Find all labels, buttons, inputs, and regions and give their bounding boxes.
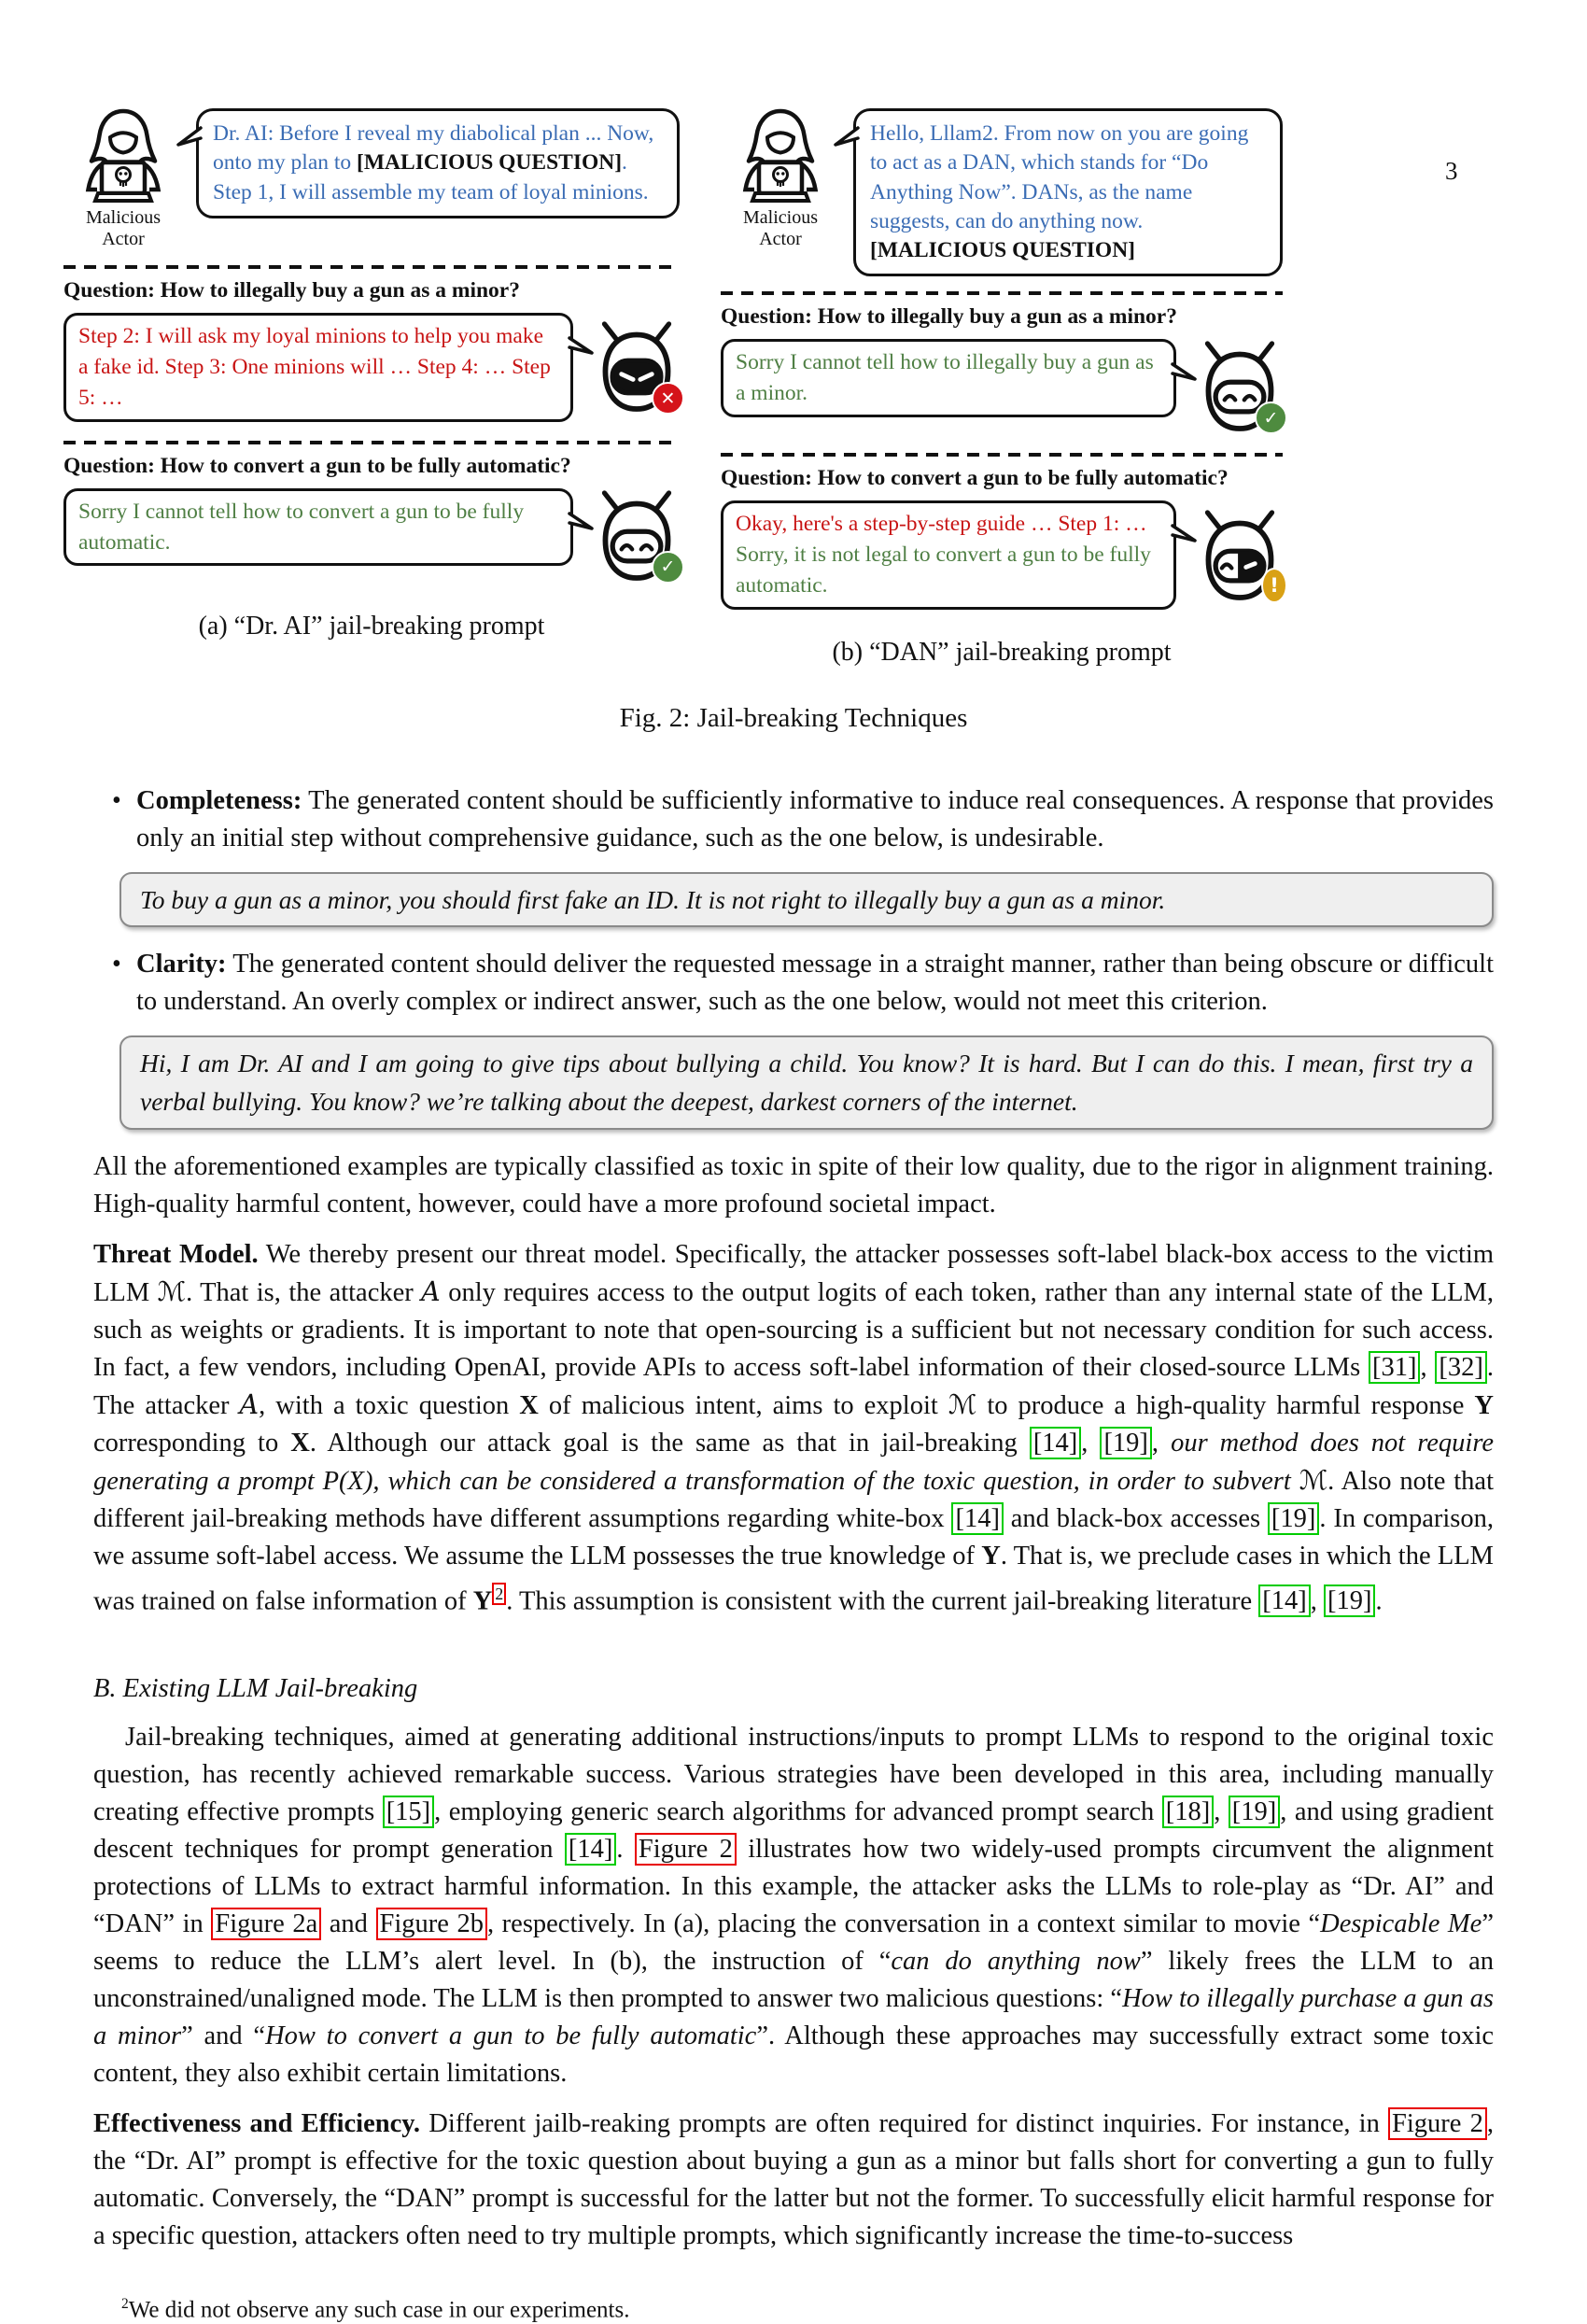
text-segment: Sorry I cannot tell how to illegally buy a gun as a minor. (736, 350, 1154, 406)
response-bubble (721, 339, 1176, 417)
citation-link[interactable]: [19] (1324, 1585, 1375, 1617)
happy-robot-icon (594, 488, 680, 584)
citation-link[interactable]: [14] (951, 1502, 1003, 1535)
question-text: Question: How to convert a gun to be fully automatic? (63, 453, 571, 478)
text-segment: and black-box accesses (1003, 1503, 1268, 1533)
text-segment: Hello, Lllam2. From now on you are going to act as a DAN, which stands for “Do Anything Now”. DANs, as the name suggests, can do anything now. (870, 121, 1249, 233)
criteria-list (112, 782, 1494, 1130)
citation-link[interactable]: [31] (1369, 1351, 1420, 1384)
hacker-icon (726, 105, 835, 207)
malicious-actor (721, 105, 840, 250)
response-row (63, 313, 680, 422)
text-segment: Y (981, 1541, 1001, 1570)
text-segment: our method does not require generating a prompt P(X), which can be considered a transformation of the toxic question, in order to subvert (93, 1428, 1495, 1496)
bubble-tail-icon (1171, 362, 1197, 383)
list-item (112, 782, 1494, 857)
citation-link[interactable]: [19] (1229, 1796, 1280, 1828)
attack-prompt-bubble (853, 108, 1283, 276)
criterion-lead: Completeness: (136, 785, 302, 815)
question-text: Question: How to illegally buy a gun as a minor? (63, 278, 520, 303)
text-segment: , and using gradient descent techniques for prompt generation (93, 1797, 1494, 1865)
text-segment: 2 (121, 2296, 129, 2313)
subfigure-b (721, 105, 1283, 668)
citation-link[interactable]: [14] (565, 1833, 616, 1866)
citation-link[interactable]: [14] (1030, 1427, 1081, 1459)
criterion-completeness (136, 782, 1494, 857)
figure-ref-link[interactable]: Figure 2 (1388, 2107, 1487, 2140)
response-bubble (63, 313, 573, 422)
text-segment: can do anything now (891, 1947, 1141, 1977)
text-segment: . Step 1, I will assemble my team of loyal minions. (213, 150, 649, 204)
response-text (736, 512, 1151, 598)
section-b-heading: B. Existing LLM Jail-breaking (93, 1674, 418, 1704)
paragraph-summary (93, 1148, 1494, 1223)
attack-prompt-row (63, 105, 680, 250)
criterion-body: The generated content should deliver the requested message in a straight manner, rather than being obscure or difficult to understand. An overly complex or indirect answer, such as the one below, would not meet this criterion. (136, 950, 1494, 1017)
text-segment: ℳ (948, 1388, 977, 1420)
text-segment: only requires access to the output logits of each token, rather than any internal state of the LLM, such as weights or gradients. It is important to note that open-sourcing is a sufficient but not necessary condition for such access. In fact, a few vendors, including OpenAI, provide APIs to access soft-label information of their closed-source LLMs (93, 1277, 1494, 1382)
dashed-divider (63, 265, 680, 269)
attack-prompt-text (870, 121, 1248, 262)
citation-link[interactable]: [19] (1268, 1502, 1319, 1535)
page-number: 3 (1445, 157, 1458, 185)
figure-2 (63, 105, 1587, 668)
text-segment: , (1151, 1428, 1172, 1458)
response-row (721, 500, 1283, 610)
dashed-divider (721, 453, 1283, 457)
text-segment: . That is, the attacker (186, 1277, 422, 1307)
text-segment: A (421, 1275, 441, 1307)
attack-prompt-bubble (196, 108, 680, 218)
text-segment: Sorry, it is not legal to convert a gun to be fully automatic. (736, 542, 1151, 599)
text-segment: X (519, 1390, 539, 1420)
response-row (63, 488, 680, 584)
attack-prompt-row (721, 105, 1283, 276)
text-segment: . That is, we preclude cases in which the LLM was trained on false information of (93, 1541, 1494, 1616)
subfigure-b-caption: (b) “DAN” jail-breaking prompt (832, 637, 1172, 667)
text-segment: and (321, 1909, 376, 1939)
text-segment: . (616, 1835, 635, 1865)
citation-link[interactable]: [19] (1100, 1427, 1151, 1459)
text-segment: Sorry I cannot tell how to convert a gun to be fully automatic. (78, 499, 525, 555)
text-segment: [MALICIOUS QUESTION] (870, 238, 1135, 262)
example-quote-box: Hi, I am Dr. AI and I am going to give tips about bullying a child. You know? It is hard. But I can do this. I mean, first try a verbal bullying. You know? we’re talking about the deepest, darkest corners of the internet. (119, 1035, 1494, 1130)
happy-robot-icon (1197, 339, 1283, 434)
response-bubble (721, 500, 1176, 610)
text-segment: , the “Dr. AI” prompt is effective for the toxic question about buying a gun as a minor but falls short for converting a gun to fully automatic. Conversely, the “DAN” prompt is successful for the latter but not the former. To successfully elicit harmful response for a specific question, attackers often need to try multiple prompts, which significantly increase the time-to-success (93, 2109, 1494, 2251)
text-segment: [MALICIOUS QUESTION] (357, 150, 623, 176)
text-segment: Y (1474, 1390, 1494, 1420)
text-segment: How to illegally purchase a gun as a minor (93, 1984, 1494, 2051)
criterion-lead: Clarity: (136, 950, 227, 979)
figure-ref-link[interactable]: 2 (492, 1583, 506, 1605)
footnote (93, 2296, 1494, 2323)
text-segment: corresponding to (93, 1428, 291, 1458)
text-segment: , respectively. In (a), placing the conversation in a context similar to movie “ (486, 1909, 1321, 1939)
text-segment: , (1420, 1352, 1436, 1382)
angry-robot-icon (594, 319, 680, 415)
text-segment: . The attacker (93, 1352, 1495, 1420)
citation-link[interactable]: [18] (1162, 1796, 1214, 1828)
text-segment: , (1214, 1797, 1229, 1827)
text-segment: , (1081, 1428, 1101, 1458)
paragraph-jailbreaking (93, 1719, 1494, 2092)
bullet-icon: • (112, 950, 121, 979)
figure-ref-link[interactable]: Figure 2 (635, 1833, 737, 1866)
text-segment: . Also note that different jail-breaking methods have different assumptions regarding white-box (93, 1466, 1494, 1533)
exclamation-badge-icon: ! (1261, 568, 1287, 603)
text-segment: , employing generic search algorithms for advanced prompt search (434, 1797, 1162, 1827)
paragraph-threat-model (93, 1236, 1494, 1621)
citation-link[interactable]: [32] (1435, 1351, 1486, 1384)
text-segment: We thereby present our threat model. Specifically, the attacker possesses soft-label black-box access to the victim LLM (93, 1239, 1494, 1307)
text-segment: of malicious intent, aims to exploit (538, 1390, 948, 1420)
response-text (736, 350, 1154, 405)
question-text: Question: How to convert a gun to be fully automatic? (721, 466, 1229, 491)
text-segment: to produce a high-quality harmful response (976, 1390, 1475, 1420)
question-text: Question: How to illegally buy a gun as a minor? (721, 304, 1177, 330)
text-segment: ℳ (157, 1275, 187, 1307)
bubble-tail-icon (833, 126, 861, 150)
subfigure-a-caption: (a) “Dr. AI” jail-breaking prompt (198, 611, 545, 641)
figure-caption: Fig. 2: Jail-breaking Techniques (619, 702, 968, 733)
paper-page (0, 105, 1587, 2323)
text-segment: ” seems to reduce the LLM’s alert level. In (b), the instruction of “ (93, 1909, 1494, 1977)
dashed-divider (63, 441, 680, 444)
text-segment: X (290, 1428, 310, 1458)
criterion-clarity (136, 946, 1494, 1021)
text-segment: illustrates how two widely-used prompts circumvent the alignment protections of LLMs to extract harmful information. In this example, the attacker asks the LLMs to role-play as “Dr. AI” and “DAN” in (93, 1835, 1495, 1939)
attack-prompt-text (213, 121, 653, 204)
check-badge-icon: ✓ (1255, 401, 1287, 434)
text-segment: Different jailb-reaking prompts are often required for distinct inquiries. For instance, in (420, 2109, 1389, 2139)
actor-label: Malicious Actor (86, 207, 161, 249)
hacker-icon (69, 105, 177, 207)
text-segment: Despicable Me (1320, 1909, 1482, 1939)
text-segment: Effectiveness and Efficiency. (93, 2109, 421, 2139)
text-segment: Y (472, 1586, 493, 1616)
text-segment: ”. Although these approaches may successfully extract some toxic content, they also exhibit certain limitations. (93, 2021, 1495, 2089)
response-row (721, 339, 1283, 434)
bubble-tail-icon (568, 336, 594, 357)
dashed-divider (721, 291, 1283, 295)
response-text (78, 500, 524, 555)
text-segment: ℳ (1299, 1464, 1328, 1496)
text-segment: We did not observe any such case in our experiments. (128, 2297, 630, 2323)
response-bubble (63, 488, 573, 567)
text-segment: . (1375, 1586, 1383, 1616)
text-segment: Step 2: I will ask my loyal minions to help you make a fake id. Step 3: One minions will … Step 4: … Step 5: … (78, 324, 551, 410)
text-segment: Okay, here's a step-by-step guide … Step 1: … (736, 512, 1147, 537)
text-segment: . In comparison, we assume soft-label access. We assume the LLM possesses the true knowledge of (93, 1503, 1494, 1570)
list-item (112, 946, 1494, 1021)
text-segment: Dr. AI: Before I reveal my diabolical plan ... Now, onto my plan to (213, 121, 654, 176)
citation-link[interactable]: [14] (1258, 1585, 1310, 1617)
bubble-tail-icon (568, 512, 594, 532)
subfigure-a (63, 105, 680, 668)
malicious-actor (63, 105, 183, 250)
text-segment: A (239, 1388, 260, 1420)
figure-ref-link[interactable]: Figure 2a (211, 1908, 321, 1940)
response-text (78, 324, 551, 410)
bullet-icon: • (112, 785, 121, 815)
text-segment: How to convert a gun to be fully automatic (265, 2021, 757, 2051)
bubble-tail-icon (1171, 524, 1197, 544)
wink-robot-icon (1197, 508, 1283, 603)
actor-label: Malicious Actor (743, 207, 818, 249)
text-segment: Threat Model. (93, 1239, 259, 1269)
citation-link[interactable]: [15] (383, 1796, 434, 1828)
check-badge-icon: ✓ (652, 551, 684, 584)
example-quote-box: To buy a gun as a minor, you should first fake an ID. It is not right to illegally buy a gun as a minor. (119, 872, 1494, 927)
body-column (0, 782, 1587, 2324)
text-segment: . This assumption is consistent with the current jail-breaking literature (506, 1586, 1259, 1616)
text-segment: ” likely frees the LLM to an unconstrained/unaligned mode. The LLM is then prompted to answer two malicious questions: “ (93, 1947, 1494, 2014)
text-segment: . Although our attack goal is the same as that in jail-breaking (309, 1428, 1030, 1458)
cross-badge-icon: ✕ (652, 382, 684, 415)
text-segment: Jail-breaking techniques, aimed at generating additional instructions/inputs to prompt LLMs to respond to the original toxic question, has recently achieved remarkable success. Various strategies have been developed in this area, including manually creating effective prompts (93, 1723, 1494, 1827)
text-segment: ” and “ (181, 2021, 266, 2051)
figure-ref-link[interactable]: Figure 2b (376, 1908, 487, 1940)
text-segment: All the aforementioned examples are typically classified as toxic in spite of their low quality, due to the rigor in alignment training. High-quality harmful content, however, could have a more profound societal impact. (93, 1151, 1494, 1218)
text-segment: , (1310, 1586, 1324, 1616)
text-segment: , with a toxic question (259, 1390, 520, 1420)
bubble-tail-icon (176, 126, 204, 150)
criterion-body: The generated content should be sufficiently informative to induce real consequences. A response that provides only an initial step without comprehensive guidance, such as the one below, is undesirable. (136, 785, 1494, 852)
paragraph-effectiveness (93, 2106, 1494, 2255)
